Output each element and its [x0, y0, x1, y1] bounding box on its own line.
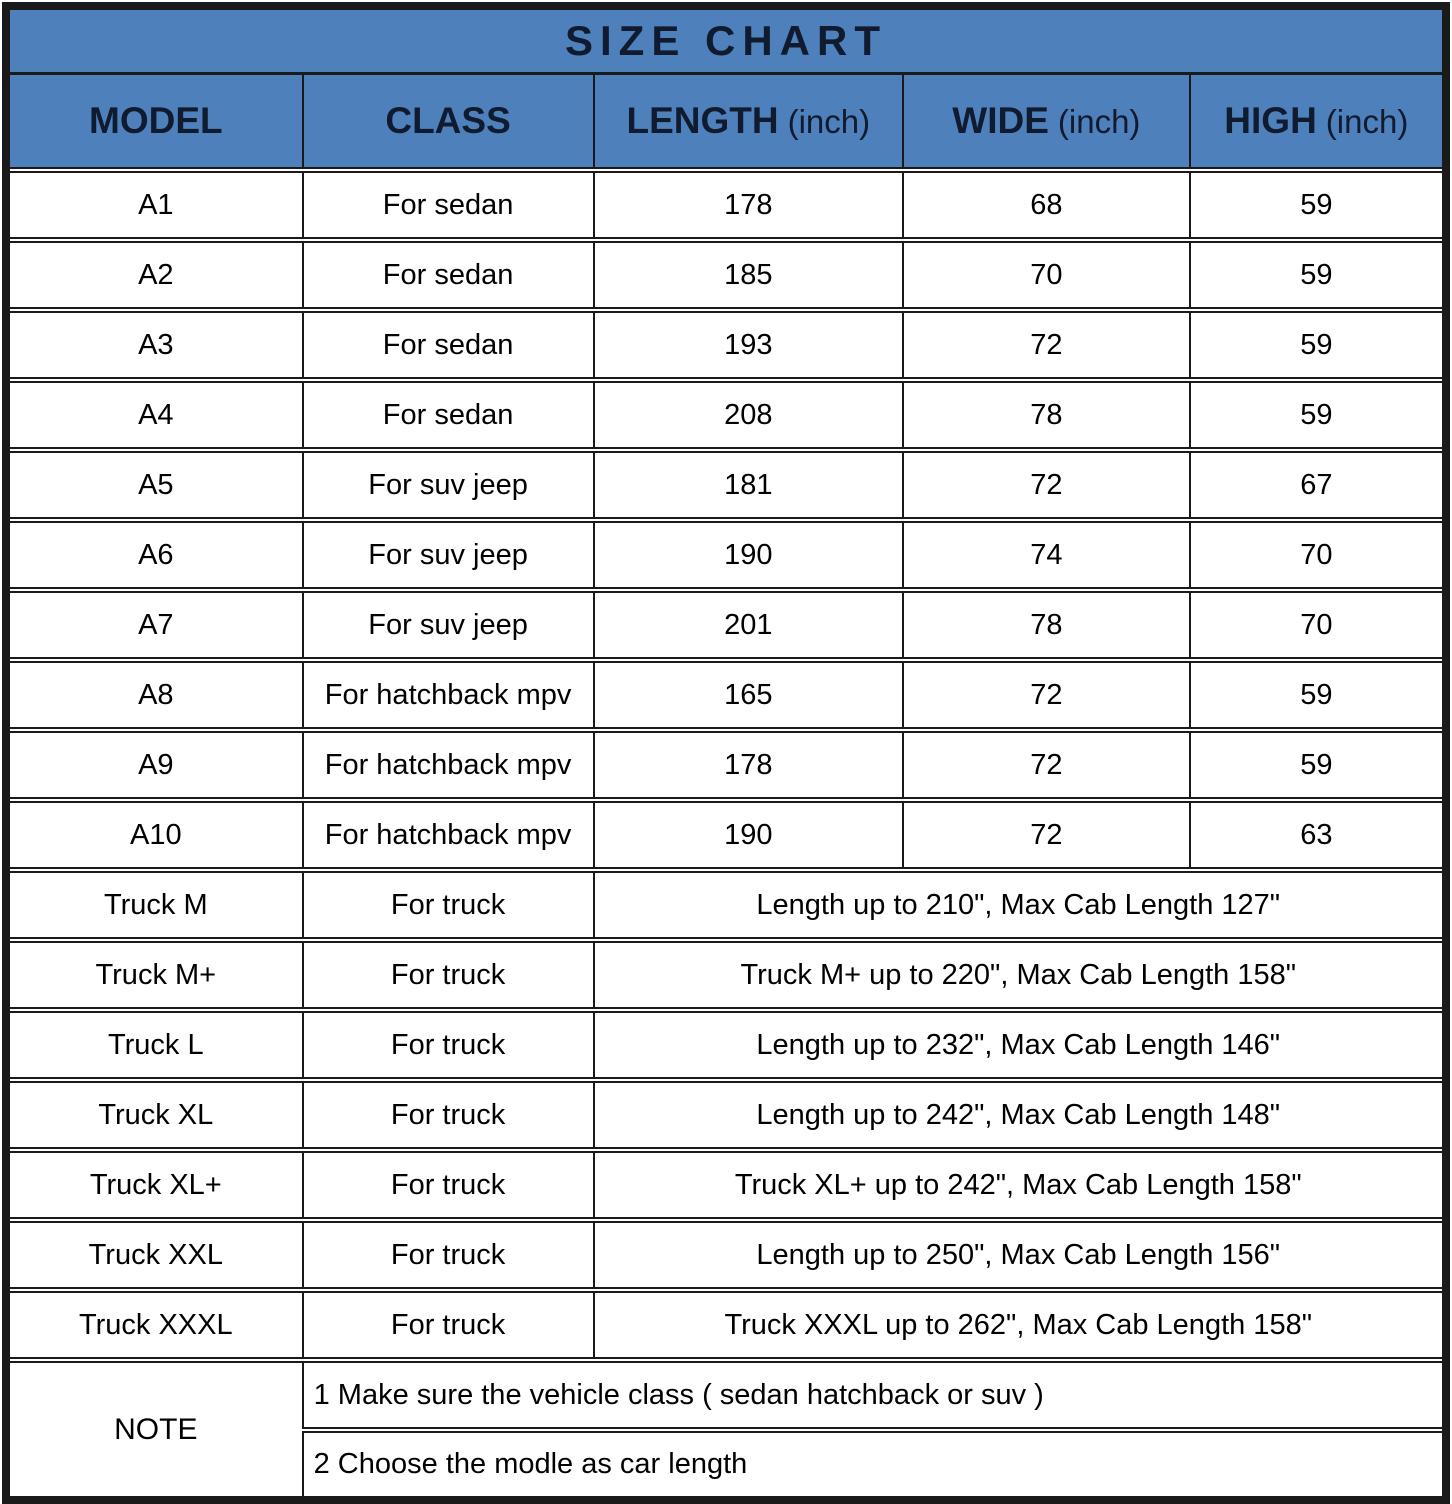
column-header-row	[6, 74, 1446, 171]
column-header-label: WIDE	[952, 100, 1049, 141]
wide-cell: 72	[903, 450, 1190, 520]
note-item-cell: 2 Choose the modle as car length	[303, 1430, 1446, 1500]
model-cell: Truck XL+	[6, 1150, 303, 1220]
table-row	[6, 170, 1446, 240]
truck-description-cell: Length up to 210", Max Cab Length 127"	[594, 870, 1447, 940]
column-header-label: MODEL	[89, 100, 223, 141]
length-cell: 181	[594, 450, 904, 520]
model-cell: A6	[6, 520, 303, 590]
length-cell: 190	[594, 520, 904, 590]
high-cell: 70	[1190, 520, 1446, 590]
truck-description-cell: Length up to 242", Max Cab Length 148"	[594, 1080, 1447, 1150]
class-cell: For hatchback mpv	[303, 800, 594, 870]
title-row	[6, 6, 1446, 74]
class-cell: For truck	[303, 940, 594, 1010]
column-header-unit: (inch)	[787, 103, 871, 140]
table-row	[6, 590, 1446, 660]
length-cell: 190	[594, 800, 904, 870]
model-cell: A5	[6, 450, 303, 520]
class-cell: For hatchback mpv	[303, 730, 594, 800]
model-cell: A4	[6, 380, 303, 450]
wide-cell: 70	[903, 240, 1190, 310]
table-row	[6, 310, 1446, 380]
column-header-high	[1190, 74, 1446, 171]
column-header-class	[303, 74, 594, 171]
table-row	[6, 240, 1446, 310]
table-row	[6, 660, 1446, 730]
size-chart-table	[2, 2, 1450, 1504]
class-cell: For truck	[303, 1010, 594, 1080]
high-cell: 59	[1190, 730, 1446, 800]
class-cell: For sedan	[303, 240, 594, 310]
table-row	[6, 800, 1446, 870]
truck-description-cell: Truck XXXL up to 262", Max Cab Length 158"	[594, 1290, 1447, 1360]
class-cell: For truck	[303, 1150, 594, 1220]
table-row	[6, 870, 1446, 940]
wide-cell: 72	[903, 800, 1190, 870]
table-row	[6, 1080, 1446, 1150]
model-cell: A7	[6, 590, 303, 660]
model-cell: Truck L	[6, 1010, 303, 1080]
model-cell: Truck M+	[6, 940, 303, 1010]
table-row	[6, 730, 1446, 800]
length-cell: 208	[594, 380, 904, 450]
length-cell: 178	[594, 730, 904, 800]
class-cell: For sedan	[303, 170, 594, 240]
class-cell: For truck	[303, 1080, 594, 1150]
model-cell: A9	[6, 730, 303, 800]
table-row	[6, 450, 1446, 520]
table-row	[6, 1220, 1446, 1290]
high-cell: 59	[1190, 240, 1446, 310]
high-cell: 63	[1190, 800, 1446, 870]
truck-description-cell: Length up to 250", Max Cab Length 156"	[594, 1220, 1447, 1290]
column-header-label: HIGH	[1224, 100, 1317, 141]
wide-cell: 72	[903, 730, 1190, 800]
table-row	[6, 1150, 1446, 1220]
class-cell: For suv jeep	[303, 450, 594, 520]
class-cell: For suv jeep	[303, 590, 594, 660]
model-cell: A1	[6, 170, 303, 240]
column-header-unit: (inch)	[1325, 103, 1409, 140]
note-item-cell: 1 Make sure the vehicle class ( sedan hatchback or suv )	[303, 1360, 1446, 1430]
column-header-length	[594, 74, 904, 171]
high-cell: 59	[1190, 310, 1446, 380]
truck-description-cell: Truck XL+ up to 242", Max Cab Length 158"	[594, 1150, 1447, 1220]
high-cell: 59	[1190, 380, 1446, 450]
model-cell: Truck XL	[6, 1080, 303, 1150]
wide-cell: 72	[903, 660, 1190, 730]
wide-cell: 68	[903, 170, 1190, 240]
high-cell: 70	[1190, 590, 1446, 660]
class-cell: For suv jeep	[303, 520, 594, 590]
truck-description-cell: Length up to 232", Max Cab Length 146"	[594, 1010, 1447, 1080]
model-cell: Truck XXL	[6, 1220, 303, 1290]
wide-cell: 78	[903, 590, 1190, 660]
column-header-label: CLASS	[385, 100, 511, 141]
wide-cell: 78	[903, 380, 1190, 450]
class-cell: For sedan	[303, 380, 594, 450]
column-header-unit: (inch)	[1057, 103, 1141, 140]
class-cell: For truck	[303, 870, 594, 940]
column-header-model	[6, 74, 303, 171]
wide-cell: 72	[903, 310, 1190, 380]
truck-description-cell: Truck M+ up to 220", Max Cab Length 158"	[594, 940, 1447, 1010]
note-row	[6, 1360, 1446, 1430]
class-cell: For truck	[303, 1290, 594, 1360]
column-header-label: LENGTH	[626, 100, 779, 141]
class-cell: For hatchback mpv	[303, 660, 594, 730]
table-row	[6, 1010, 1446, 1080]
note-label-cell: NOTE	[6, 1360, 303, 1500]
model-cell: A3	[6, 310, 303, 380]
wide-cell: 74	[903, 520, 1190, 590]
model-cell: Truck XXXL	[6, 1290, 303, 1360]
model-cell: A8	[6, 660, 303, 730]
length-cell: 165	[594, 660, 904, 730]
model-cell: Truck M	[6, 870, 303, 940]
class-cell: For truck	[303, 1220, 594, 1290]
model-cell: A10	[6, 800, 303, 870]
column-header-wide	[903, 74, 1190, 171]
table-row	[6, 1290, 1446, 1360]
length-cell: 178	[594, 170, 904, 240]
table-row	[6, 940, 1446, 1010]
table-row	[6, 520, 1446, 590]
table-row	[6, 380, 1446, 450]
high-cell: 67	[1190, 450, 1446, 520]
chart-title: SIZE CHART	[6, 6, 1446, 74]
high-cell: 59	[1190, 170, 1446, 240]
length-cell: 185	[594, 240, 904, 310]
model-cell: A2	[6, 240, 303, 310]
class-cell: For sedan	[303, 310, 594, 380]
length-cell: 201	[594, 590, 904, 660]
high-cell: 59	[1190, 660, 1446, 730]
length-cell: 193	[594, 310, 904, 380]
